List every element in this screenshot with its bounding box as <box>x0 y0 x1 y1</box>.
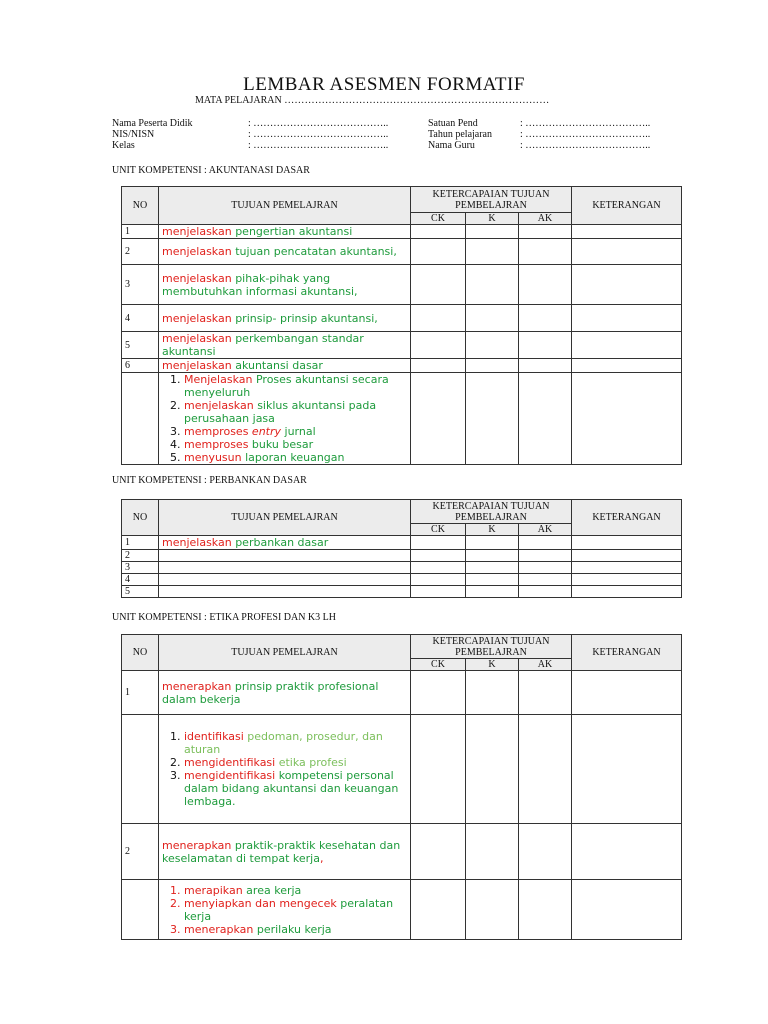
row-number: 5 <box>122 332 159 359</box>
tujuan-cell <box>159 225 411 239</box>
sub-objectives-list <box>162 373 407 464</box>
tp-object: pihak-pihak yang membutuhkan informasi akuntansi, <box>162 271 358 298</box>
table-row <box>122 239 682 265</box>
table-row <box>122 265 682 305</box>
tujuan-cell: menerapkan praktik-praktik kesehatan dan keselamatan di tempat kerja, <box>159 824 411 880</box>
header-ck: CK <box>411 213 466 225</box>
keterangan-cell[interactable] <box>572 239 682 265</box>
mata-pelajaran-field[interactable]: …………………………………………………………………… <box>284 95 550 106</box>
k-cell[interactable] <box>466 562 519 574</box>
k-cell[interactable] <box>466 880 519 940</box>
ck-cell[interactable] <box>411 824 466 880</box>
table-perbankan-dasar <box>121 499 682 598</box>
kelas-field[interactable]: : ………………………………….. <box>248 140 389 151</box>
table-row <box>122 332 682 359</box>
unit-title-etika-profesi: UNIT KOMPETENSI : ETIKA PROFESI DAN K3 LH <box>112 612 336 623</box>
ak-cell[interactable] <box>519 536 572 550</box>
tujuan-sublist-cell <box>159 880 411 940</box>
ck-cell[interactable] <box>411 562 466 574</box>
tujuan-cell <box>159 305 411 332</box>
table-row <box>122 586 682 598</box>
table-etika-profesi <box>121 634 682 940</box>
header-ak: AK <box>519 213 572 225</box>
tp-object: pengertian akuntansi <box>231 225 353 238</box>
keterangan-cell[interactable] <box>572 265 682 305</box>
header-tujuan: TUJUAN PEMELAJRAN <box>159 635 411 671</box>
satuan-pend-field[interactable]: : ……………………………….. <box>520 118 651 129</box>
tujuan-cell[interactable] <box>159 586 411 598</box>
header-tujuan: TUJUAN PEMELAJRAN <box>159 500 411 536</box>
header-no: NO <box>122 635 159 671</box>
k-cell[interactable] <box>466 586 519 598</box>
tujuan-cell[interactable] <box>159 562 411 574</box>
tp-verb: menjelaskan <box>162 271 232 285</box>
table-row <box>122 359 682 373</box>
sub-objectives-list <box>162 730 407 808</box>
kelas-label: Kelas <box>112 140 135 151</box>
keterangan-cell[interactable] <box>572 359 682 373</box>
mata-pelajaran-line <box>195 95 549 106</box>
page-title: LEMBAR ASESMEN FORMATIF <box>243 74 525 95</box>
ck-cell[interactable] <box>411 586 466 598</box>
table-row <box>122 373 682 465</box>
header-keterangan: KETERANGAN <box>572 187 682 225</box>
k-cell[interactable] <box>466 824 519 880</box>
list-item: 2. mengidentifikasi etika profesi <box>184 756 407 769</box>
header-keterangan: KETERANGAN <box>572 500 682 536</box>
keterangan-cell[interactable] <box>572 574 682 586</box>
tp-object: perbankan dasar <box>231 536 329 549</box>
row-number: 2 <box>122 550 159 562</box>
keterangan-cell[interactable] <box>572 880 682 940</box>
table-row <box>122 225 682 239</box>
k-cell[interactable] <box>466 239 519 265</box>
tp-object: praktik-praktik kesehatan dan keselamatan di tempat kerja <box>162 838 401 865</box>
ck-cell[interactable] <box>411 305 466 332</box>
row-number: 4 <box>122 305 159 332</box>
header-ck: CK <box>411 524 466 536</box>
k-cell[interactable] <box>466 265 519 305</box>
list-item: 2. menyiapkan dan mengecek peralatan kerja <box>184 897 407 923</box>
ak-cell[interactable] <box>519 574 572 586</box>
ck-cell[interactable] <box>411 536 466 550</box>
table-row <box>122 880 682 940</box>
sub-objectives-list <box>162 884 407 936</box>
k-cell[interactable] <box>466 550 519 562</box>
keterangan-cell[interactable] <box>572 536 682 550</box>
list-item: 2. menjelaskan siklus akuntansi pada perusahaan jasa <box>184 399 407 425</box>
keterangan-cell[interactable] <box>572 332 682 359</box>
ck-cell[interactable] <box>411 239 466 265</box>
nama-guru-label: Nama Guru <box>428 140 475 151</box>
ak-cell[interactable] <box>519 332 572 359</box>
keterangan-cell[interactable] <box>572 824 682 880</box>
row-number <box>122 880 159 940</box>
keterangan-cell[interactable] <box>572 305 682 332</box>
ck-cell[interactable] <box>411 373 466 465</box>
ck-cell[interactable] <box>411 715 466 824</box>
ak-cell[interactable] <box>519 373 572 465</box>
row-number: 1 <box>122 536 159 550</box>
ak-cell[interactable] <box>519 824 572 880</box>
header-no: NO <box>122 187 159 225</box>
tujuan-cell <box>159 239 411 265</box>
row-number: 4 <box>122 574 159 586</box>
row-number: 2 <box>122 239 159 265</box>
header-ketercapaian: KETERCAPAIAN TUJUAN PEMBELAJRAN <box>411 500 572 524</box>
tp-verb: menerapkan <box>162 679 232 693</box>
k-cell[interactable] <box>466 574 519 586</box>
ak-cell[interactable] <box>519 550 572 562</box>
tujuan-cell <box>159 359 411 373</box>
header-ketercapaian: KETERCAPAIAN TUJUAN PEMBELAJRAN <box>411 187 572 213</box>
k-cell[interactable] <box>466 671 519 715</box>
unit-title-perbankan: UNIT KOMPETENSI : PERBANKAN DASAR <box>112 475 307 486</box>
k-cell[interactable] <box>466 715 519 824</box>
ak-cell[interactable] <box>519 225 572 239</box>
table-row <box>122 562 682 574</box>
keterangan-cell[interactable] <box>572 562 682 574</box>
row-number: 3 <box>122 562 159 574</box>
keterangan-cell[interactable] <box>572 715 682 824</box>
table-row <box>122 574 682 586</box>
row-number: 2 <box>122 824 159 880</box>
nama-guru-field[interactable]: : ……………………………….. <box>520 140 651 151</box>
ck-cell[interactable] <box>411 574 466 586</box>
ak-cell[interactable] <box>519 880 572 940</box>
tahun-pelajaran-field[interactable]: : ……………………………….. <box>520 129 651 140</box>
header-ck: CK <box>411 659 466 671</box>
tujuan-sublist-cell <box>159 373 411 465</box>
nis-field[interactable]: : ………………………………….. <box>248 129 389 140</box>
tp-verb: menjelaskan <box>162 332 232 345</box>
list-item: 3. menerapkan perilaku kerja <box>184 923 407 936</box>
row-number: 1 <box>122 671 159 715</box>
tp-object: perkembangan standar akuntansi <box>162 332 364 358</box>
list-item: 1. identifikasi pedoman, prosedur, dan aturan <box>184 730 407 756</box>
nama-peserta-label: Nama Peserta Didik <box>112 118 193 129</box>
list-item: 3. mengidentifikasi kompetensi personal dalam bidang akuntansi dan keuangan lembaga. <box>184 769 407 808</box>
ck-cell[interactable] <box>411 265 466 305</box>
nama-peserta-field[interactable]: : ………………………………….. <box>248 118 389 129</box>
ak-cell[interactable] <box>519 239 572 265</box>
tujuan-cell <box>159 332 411 359</box>
tp-object: prinsip- prinsip akuntansi, <box>231 311 378 325</box>
keterangan-cell[interactable] <box>572 225 682 239</box>
tujuan-cell[interactable] <box>159 574 411 586</box>
tp-object: akuntansi dasar <box>231 359 323 372</box>
info-right-values <box>520 118 650 151</box>
ak-cell[interactable] <box>519 671 572 715</box>
keterangan-cell[interactable] <box>572 550 682 562</box>
row-number <box>122 373 159 465</box>
keterangan-cell[interactable] <box>572 373 682 465</box>
table-row <box>122 715 682 824</box>
tujuan-cell <box>159 536 411 550</box>
keterangan-cell[interactable] <box>572 586 682 598</box>
keterangan-cell[interactable] <box>572 671 682 715</box>
header-keterangan: KETERANGAN <box>572 635 682 671</box>
table-row <box>122 305 682 332</box>
ak-cell[interactable] <box>519 562 572 574</box>
row-number: 6 <box>122 359 159 373</box>
tp-object: prinsip praktik profesional dalam bekerja <box>162 679 379 706</box>
header-k: K <box>466 524 519 536</box>
table-row <box>122 536 682 550</box>
table-row <box>122 824 682 880</box>
k-cell[interactable] <box>466 332 519 359</box>
ck-cell[interactable] <box>411 671 466 715</box>
ck-cell[interactable] <box>411 225 466 239</box>
k-cell[interactable] <box>466 225 519 239</box>
tahun-pelajaran-label: Tahun pelajaran <box>428 129 492 140</box>
tp-verb: menjelaskan <box>162 245 232 258</box>
header-ak: AK <box>519 659 572 671</box>
k-cell[interactable] <box>466 536 519 550</box>
tp-verb: menjelaskan <box>162 225 232 238</box>
tp-verb: menjelaskan <box>162 359 232 372</box>
table-akuntansi-dasar <box>121 186 682 465</box>
header-k: K <box>466 659 519 671</box>
tujuan-cell <box>159 265 411 305</box>
ck-cell[interactable] <box>411 880 466 940</box>
table-row <box>122 671 682 715</box>
ck-cell[interactable] <box>411 332 466 359</box>
tp-verb: menerapkan <box>162 838 232 852</box>
header-ketercapaian: KETERCAPAIAN TUJUAN PEMBELAJRAN <box>411 635 572 659</box>
header-k: K <box>466 213 519 225</box>
tp-object: tujuan pencatatan akuntansi, <box>231 245 397 258</box>
info-left-labels <box>112 118 193 151</box>
list-item: 4. memproses buku besar <box>184 438 407 451</box>
row-number <box>122 715 159 824</box>
list-item: 5. menyusun laporan keuangan <box>184 451 407 464</box>
k-cell[interactable] <box>466 373 519 465</box>
satuan-pend-label: Satuan Pend <box>428 118 478 129</box>
header-tujuan: TUJUAN PEMELAJRAN <box>159 187 411 225</box>
list-item: 3. memproses entry jurnal <box>184 425 407 438</box>
ak-cell[interactable] <box>519 359 572 373</box>
list-item: 1. merapikan area kerja <box>184 884 407 897</box>
header-ak: AK <box>519 524 572 536</box>
mata-pelajaran-label: MATA PELAJARAN <box>195 95 282 106</box>
ak-cell[interactable] <box>519 586 572 598</box>
info-left-values <box>248 118 388 151</box>
ak-cell[interactable] <box>519 305 572 332</box>
table-row <box>122 550 682 562</box>
row-number: 1 <box>122 225 159 239</box>
ck-cell[interactable] <box>411 359 466 373</box>
row-number: 3 <box>122 265 159 305</box>
k-cell[interactable] <box>466 359 519 373</box>
ak-cell[interactable] <box>519 715 572 824</box>
ak-cell[interactable] <box>519 265 572 305</box>
header-no: NO <box>122 500 159 536</box>
nis-label: NIS/NISN <box>112 129 155 140</box>
row-number: 5 <box>122 586 159 598</box>
tp-verb: menjelaskan <box>162 536 232 549</box>
tujuan-sublist-cell <box>159 715 411 824</box>
unit-title-akuntansi: UNIT KOMPETENSI : AKUNTANASI DASAR <box>112 165 310 176</box>
list-item: 1. Menjelaskan Proses akuntansi secara menyeluruh <box>184 373 407 399</box>
tujuan-cell <box>159 671 411 715</box>
ck-cell[interactable] <box>411 550 466 562</box>
k-cell[interactable] <box>466 305 519 332</box>
info-right-labels <box>428 118 492 151</box>
tp-verb: menjelaskan <box>162 311 232 325</box>
tujuan-cell[interactable] <box>159 550 411 562</box>
